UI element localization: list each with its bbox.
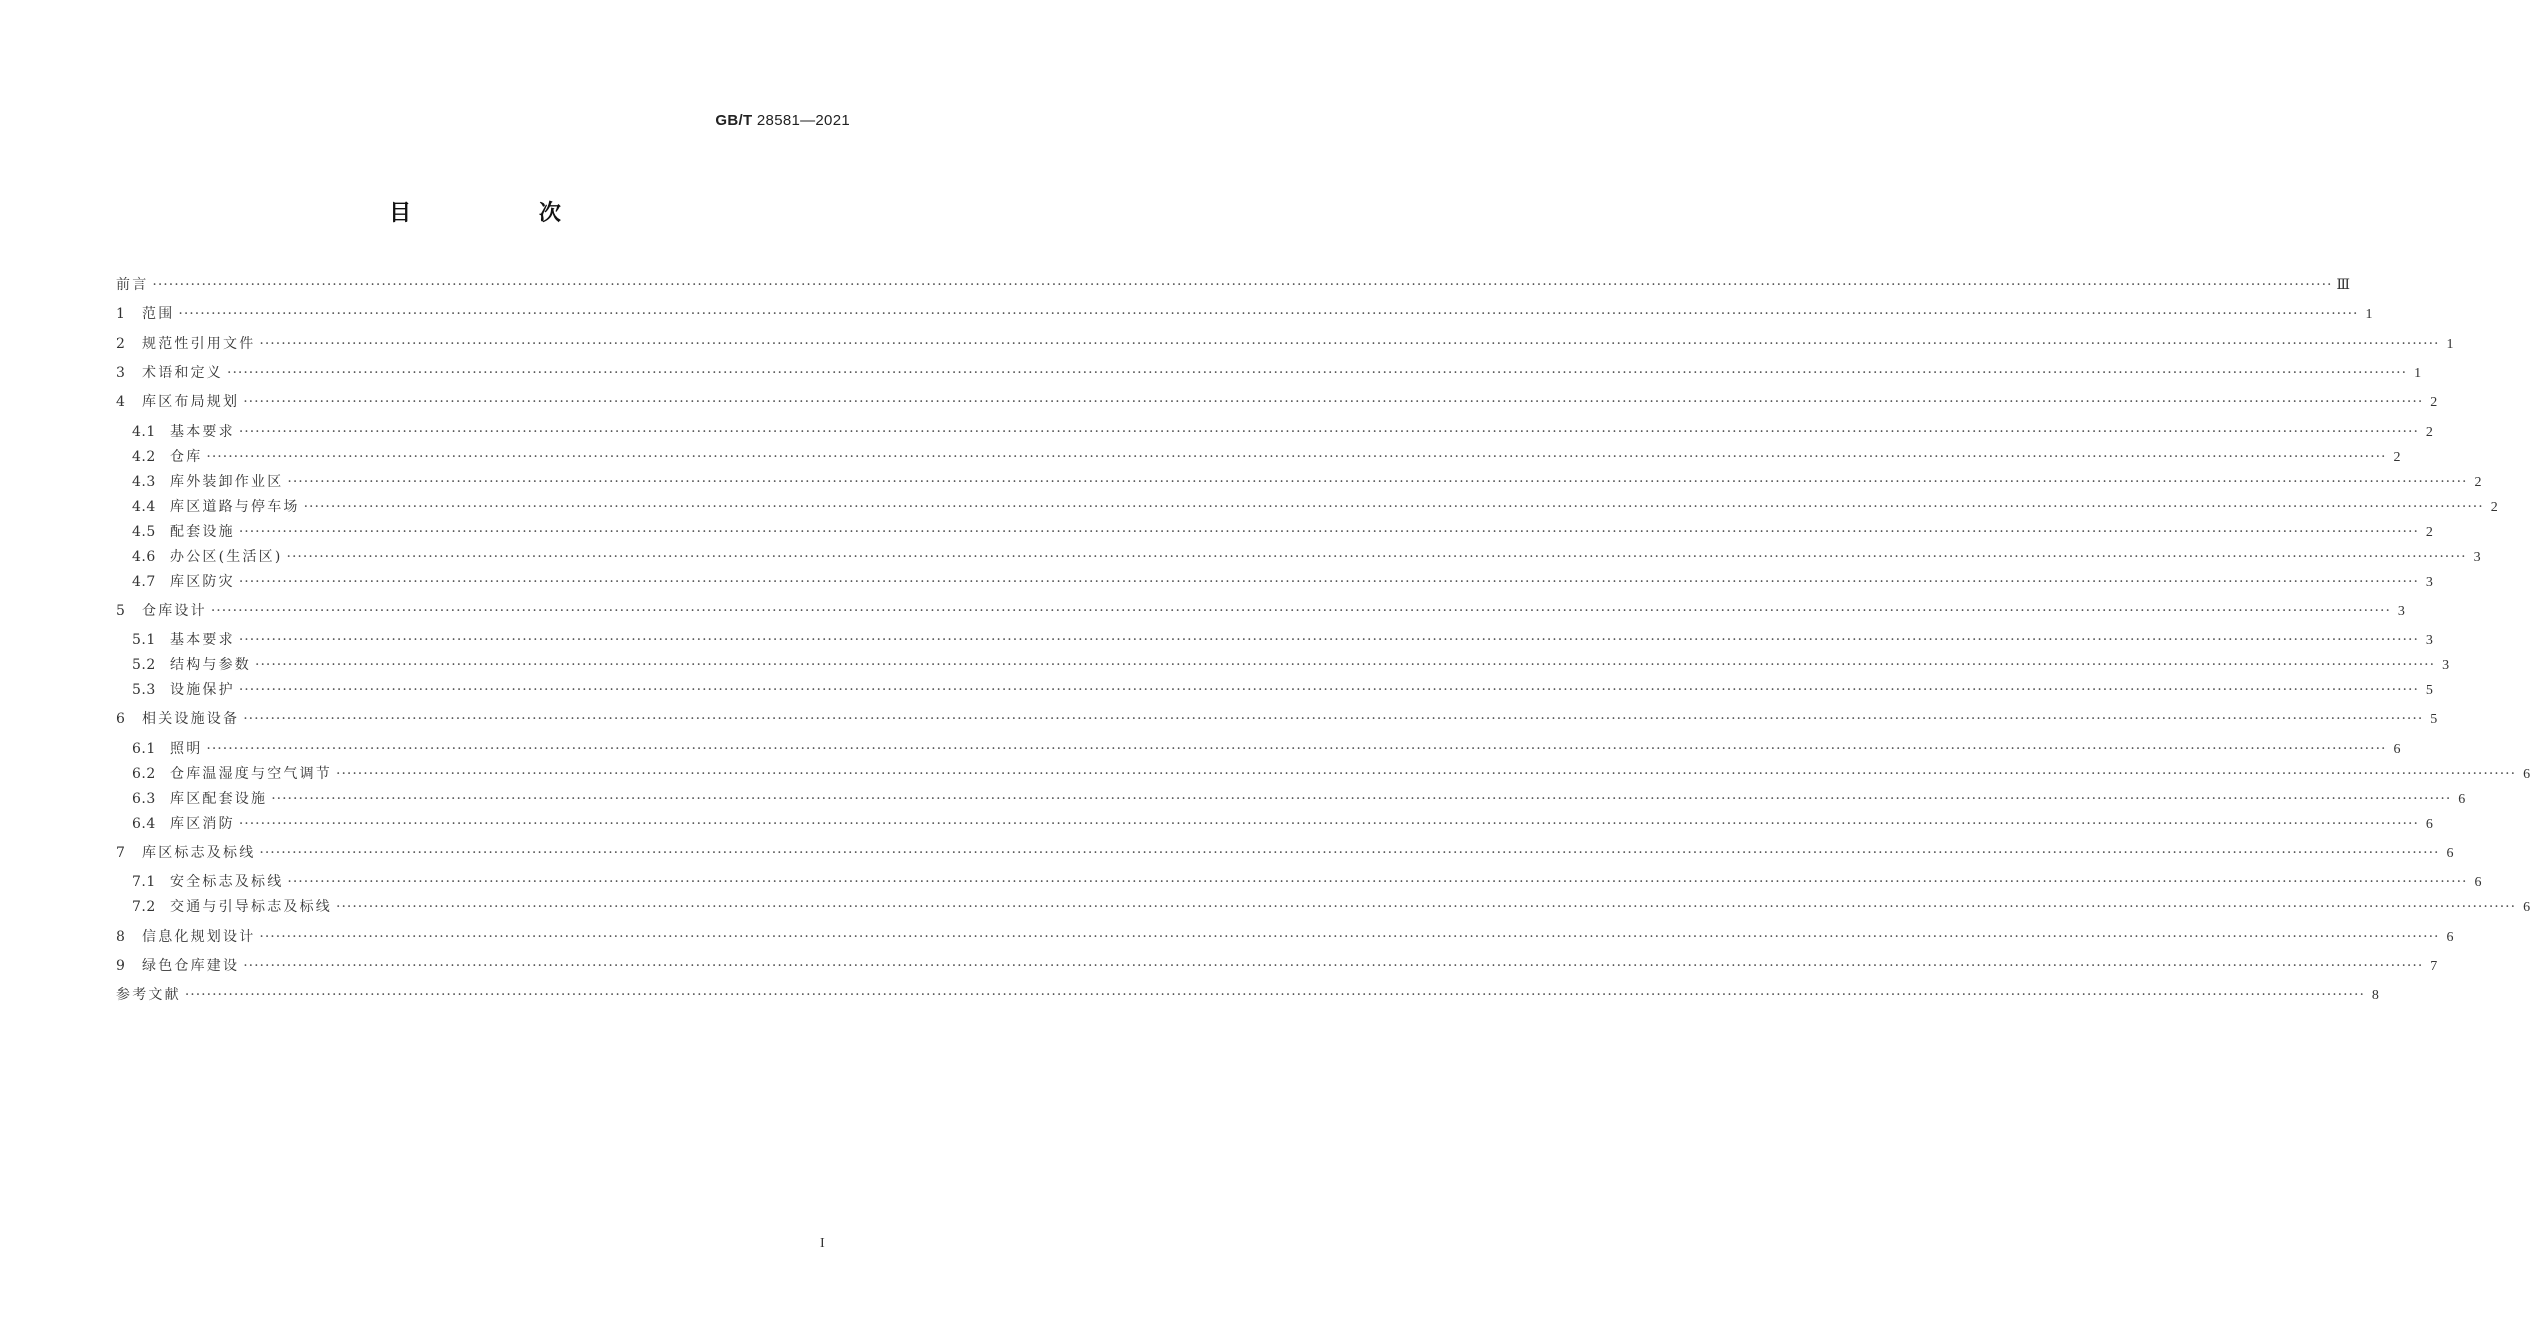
toc-entry[interactable] [116, 927, 2454, 947]
toc-entry-label: 仓库温湿度与空气调节 [170, 765, 332, 782]
toc-entry-number: 5.2 [132, 657, 156, 674]
toc-entry[interactable] [116, 304, 2373, 324]
toc-entry[interactable] [132, 630, 2433, 650]
standard-code [715, 112, 850, 129]
toc-entry[interactable] [132, 522, 2433, 542]
toc-entry-page: 6 [2523, 766, 2530, 782]
toc-entry-label: 范围 [142, 306, 175, 323]
toc-entry-number: 6.4 [132, 815, 156, 832]
toc-entry-number: 4.6 [132, 548, 156, 565]
toc-entry-page: 6 [2425, 816, 2433, 832]
toc-entry[interactable] [132, 547, 2481, 567]
toc-dot-leader: ················································································································································································································································································································································································································ [287, 473, 2468, 490]
toc-entry-page: 1 [2446, 336, 2454, 352]
toc-entry[interactable] [116, 392, 2438, 412]
toc-entry-page: 2 [2425, 524, 2433, 540]
toc-entry-label: 照明 [170, 740, 203, 757]
toc-entry[interactable] [132, 764, 2530, 784]
toc-entry-label: 仓库 [170, 448, 203, 465]
toc-entry-label: 库区消防 [170, 815, 235, 832]
toc-entry[interactable] [132, 814, 2433, 834]
toc-entry-label: 基本要求 [170, 632, 235, 649]
toc-entry-label: 相关设施设备 [142, 711, 240, 728]
toc-entry-label: 交通与引导标志及标线 [170, 899, 332, 916]
toc-entry-page: Ⅲ [2336, 278, 2350, 293]
toc-dot-leader: ················································································································································································································································································································································································································ [243, 711, 2424, 728]
toc-entry-label: 结构与参数 [170, 657, 251, 674]
toc-entry-number: 2 [116, 335, 126, 352]
toc-dot-leader: ················································································································································································································································································································································································································ [210, 602, 2391, 619]
toc-entry-number: 6 [116, 711, 126, 728]
toc-dot-leader: ················································································································································································································································································································································································································ [286, 548, 2467, 565]
toc-entry-number: 7 [116, 845, 126, 861]
toc-entry-label: 信息化规划设计 [142, 928, 256, 945]
toc-entry[interactable] [132, 497, 2498, 517]
toc-entry-number: 7.2 [132, 899, 156, 916]
toc-entry-label: 库区防灾 [170, 573, 235, 590]
toc-entry-number: 8 [116, 928, 126, 945]
toc-entry-label: 设施保护 [170, 682, 235, 699]
toc-dot-leader: ················································································································································································································································································································································································································ [259, 928, 2440, 945]
toc-entry-label: 库区道路与停车场 [170, 498, 300, 515]
toc-dot-leader: ················································································································································································································································································································································································································ [184, 987, 2365, 1004]
toc-entry-page: 3 [2442, 658, 2450, 674]
standard-prefix: GB/T [715, 112, 753, 129]
toc-entry[interactable] [132, 739, 2401, 759]
toc-entry[interactable] [132, 572, 2433, 592]
toc-entry-label: 基本要求 [170, 423, 235, 440]
toc-entry-label: 库区配套设施 [170, 790, 268, 807]
toc-entry-label: 前言 [116, 277, 149, 293]
toc-entry-page: 3 [2425, 633, 2433, 649]
toc-entry-number: 4.5 [132, 523, 156, 540]
toc-entry-page: 1 [2414, 365, 2422, 381]
toc-dot-leader: ················································································································································································································································································································································································································ [243, 957, 2424, 974]
toc-entry-label: 绿色仓库建设 [142, 957, 240, 974]
toc-entry[interactable] [116, 956, 2438, 976]
toc-dot-leader: ················································································································································································································································································································································································································ [255, 657, 2436, 674]
toc-dot-leader: ················································································································································································································································································································································································································ [238, 815, 2419, 832]
toc-entry[interactable] [132, 472, 2482, 492]
toc-entry-page: 1 [2365, 307, 2373, 323]
toc-entry-page: 3 [2473, 549, 2481, 565]
toc-dot-leader: ················································································································································································································································································································································································································ [259, 335, 2440, 352]
toc-entry[interactable] [132, 655, 2450, 675]
toc-entry-label: 术语和定义 [142, 364, 223, 381]
toc-entry[interactable] [132, 872, 2482, 892]
toc-entry-label: 规范性引用文件 [142, 335, 256, 352]
toc-entry-label: 配套设施 [170, 523, 235, 540]
toc-entry-page: 6 [2446, 929, 2454, 945]
toc-entry-number: 6.3 [132, 790, 156, 807]
toc-entry-number: 4.3 [132, 473, 156, 490]
toc-entry[interactable] [116, 601, 2405, 621]
toc-dot-leader: ················································································································································································································································································································································································································ [238, 632, 2419, 649]
toc-entry[interactable] [116, 843, 2454, 863]
toc-entry-label: 库外装卸作业区 [170, 473, 284, 490]
toc-entry-page: 3 [2397, 603, 2405, 619]
toc-entry-label: 参考文献 [116, 987, 181, 1004]
toc-entry-page: 2 [2490, 499, 2498, 515]
toc-dot-leader: ················································································································································································································································································································································································································ [336, 899, 2517, 916]
toc-entry-page: 6 [2523, 900, 2530, 916]
toc-entry-label: 办公区(生活区) [170, 548, 283, 565]
toc-entry-page: 2 [2425, 424, 2433, 440]
toc-entry-label: 仓库设计 [142, 602, 207, 619]
toc-dot-leader: ················································································································································································································································································································································································································ [206, 448, 2387, 465]
toc-dot-leader: ················································································································································································································································································································································································································ [206, 740, 2387, 757]
toc-entry-label: 库区布局规划 [142, 394, 240, 411]
toc-entry[interactable] [116, 363, 2422, 383]
toc-dot-leader: ················································································································································································································································································································································································································ [243, 394, 2424, 411]
toc-dot-leader: ················································································································································································································································································································································································································ [303, 498, 2484, 515]
toc-entry[interactable] [132, 897, 2530, 917]
toc-dot-leader: ················································································································································································································································································································································································································ [152, 277, 2333, 293]
toc-entry-page: 6 [2446, 846, 2454, 861]
toc-entry[interactable] [132, 680, 2433, 700]
toc-dot-leader: ················································································································································································································································································································································································································ [238, 523, 2419, 540]
toc-entry-page: 6 [2474, 875, 2482, 891]
toc-dot-leader: ················································································································································································································································································································································································································ [287, 874, 2468, 891]
toc-entry-page: 7 [2430, 958, 2438, 974]
toc-entry-number: 4.2 [132, 448, 156, 465]
toc-entry-number: 6.2 [132, 765, 156, 782]
toc-entry-page: 6 [2393, 741, 2401, 757]
toc-entry-page: 2 [2393, 449, 2401, 465]
toc-entry[interactable] [116, 709, 2438, 729]
toc-entry-label: 库区标志及标线 [142, 845, 256, 861]
toc-dot-leader: ················································································································································································································································································································································································································ [259, 845, 2440, 861]
toc-dot-leader: ················································································································································································································································································································································································································ [227, 364, 2408, 381]
toc-entry-number: 9 [116, 957, 126, 974]
toc-entry-number: 4 [116, 394, 126, 411]
toc-entry-number: 3 [116, 364, 126, 381]
toc-entry-number: 6.1 [132, 740, 156, 757]
toc-entry-number: 4.4 [132, 498, 156, 515]
toc-dot-leader: ················································································································································································································································································································································································································ [238, 573, 2419, 590]
toc-dot-leader: ················································································································································································································································································································································································································ [336, 765, 2517, 782]
toc-entry[interactable] [132, 422, 2433, 442]
toc-entry-page: 6 [2458, 791, 2466, 807]
standard-number: 28581—2021 [756, 112, 850, 129]
toc-entry-page: 5 [2425, 683, 2433, 699]
toc-entry-number: 4.1 [132, 423, 156, 440]
toc-entry-label: 安全标志及标线 [170, 874, 284, 891]
toc-entry-number: 1 [116, 306, 126, 323]
toc-entry[interactable] [116, 334, 2454, 354]
page-number: I [820, 1236, 825, 1251]
toc-entry-page: 5 [2430, 712, 2438, 728]
toc-entry[interactable] [132, 789, 2466, 809]
toc-entry-number: 5.3 [132, 682, 156, 699]
toc-dot-leader: ················································································································································································································································································································································································································ [238, 423, 2419, 440]
toc-entry-number: 5.1 [132, 632, 156, 649]
page-title: 目 次 [389, 200, 621, 226]
toc-entry-page: 8 [2371, 988, 2379, 1004]
toc-entry-page: 2 [2430, 395, 2438, 411]
toc-entry-number: 5 [116, 602, 126, 619]
toc-entry[interactable] [116, 275, 2350, 295]
toc-entry-number: 7.1 [132, 874, 156, 891]
toc-entry-number: 4.7 [132, 573, 156, 590]
toc-entry[interactable] [132, 447, 2401, 467]
toc-dot-leader: ················································································································································································································································································································································································································ [178, 306, 2359, 323]
toc-entry-page: 3 [2425, 574, 2433, 590]
toc-dot-leader: ················································································································································································································································································································································································································ [271, 790, 2452, 807]
toc-entry[interactable] [116, 985, 2379, 1005]
toc-entry-page: 2 [2474, 474, 2482, 490]
toc-dot-leader: ················································································································································································································································································································································································································ [238, 682, 2419, 699]
